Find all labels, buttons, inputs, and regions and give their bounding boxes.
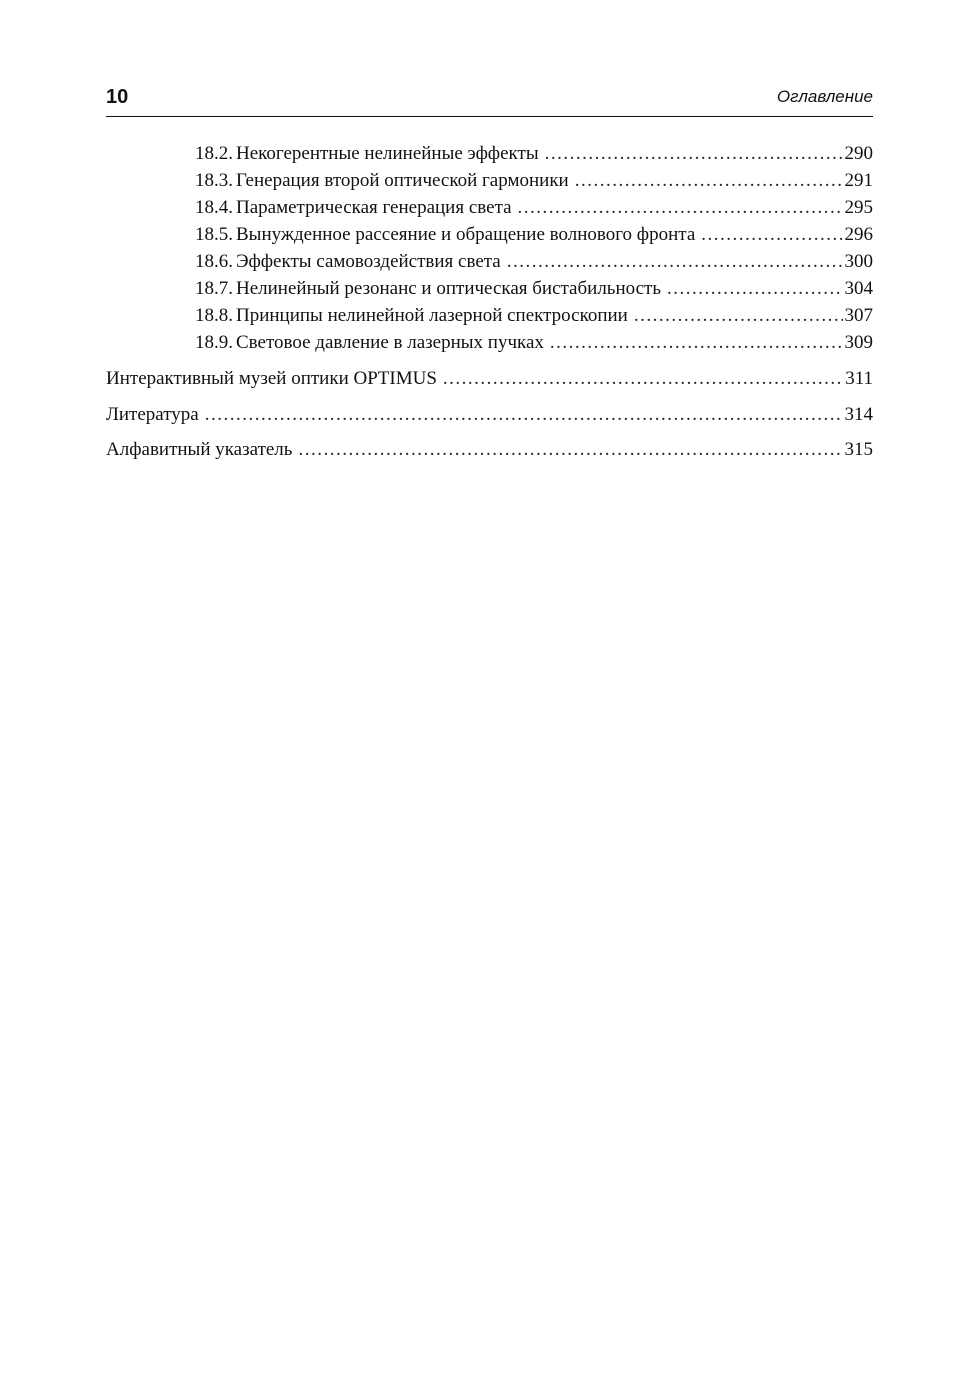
toc-entry-title: Некогерентные нелинейные эффекты <box>236 143 539 164</box>
header-rule <box>106 116 873 117</box>
toc-entry-page: 315 <box>844 439 873 460</box>
dot-leader <box>518 194 843 221</box>
toc-entry-18-7[interactable] <box>106 275 873 302</box>
toc-entry-18-4[interactable] <box>106 194 873 221</box>
toc-entry-18-6[interactable] <box>106 248 873 275</box>
toc-entry-title: Световое давление в лазерных пучках <box>236 332 544 353</box>
toc-entry-18-2[interactable] <box>106 140 873 167</box>
toc-entry-title: Нелинейный резонанс и оптическая бистабильность <box>236 278 662 299</box>
toc-entry-page: 300 <box>844 251 873 272</box>
toc-entry-number: 18.3. <box>195 170 233 191</box>
toc-entry-title: Интерактивный музей оптики OPTIMUS <box>106 368 437 389</box>
toc-entry-page: 311 <box>845 368 873 389</box>
toc-entry-title: Эффекты самовоздействия света <box>236 251 501 272</box>
page-number: 10 <box>106 86 129 108</box>
toc-entry-18-9[interactable] <box>106 329 873 356</box>
dot-leader <box>443 361 843 397</box>
toc-entry-number: 18.9. <box>195 332 233 353</box>
dot-leader <box>667 275 842 302</box>
dot-leader <box>634 302 843 329</box>
toc-entry-number: 18.4. <box>195 197 233 218</box>
dot-leader <box>205 397 843 433</box>
toc-entry-literature[interactable] <box>106 397 873 433</box>
toc-entry-page: 290 <box>844 143 873 164</box>
toc-entry-title: Алфавитный указатель <box>106 439 293 460</box>
toc-entry-page: 307 <box>844 305 873 326</box>
dot-leader <box>575 167 843 194</box>
toc-entry-page: 314 <box>844 403 873 425</box>
dot-leader <box>545 140 843 167</box>
toc-entry-page: 291 <box>844 170 873 191</box>
toc-entry-optimus-museum[interactable] <box>106 361 873 397</box>
toc-entry-page: 304 <box>844 278 873 299</box>
toc-entry-18-8[interactable] <box>106 302 873 329</box>
dot-leader <box>298 432 842 468</box>
toc-entry-index[interactable] <box>106 432 873 468</box>
toc-entry-number: 18.6. <box>195 251 233 272</box>
toc-entry-title: Литература <box>106 403 199 425</box>
toc-entry-18-5[interactable] <box>106 221 873 248</box>
toc-entry-number: 18.7. <box>195 278 233 299</box>
dot-leader <box>550 329 843 356</box>
toc-entry-number: 18.5. <box>195 224 233 245</box>
toc-entry-page: 309 <box>844 332 873 353</box>
toc-entry-title: Генерация второй оптической гармоники <box>236 170 569 191</box>
running-title: Оглавление <box>776 87 873 106</box>
table-of-contents <box>106 140 873 468</box>
toc-entry-page: 296 <box>844 224 873 245</box>
dot-leader <box>701 221 842 248</box>
toc-entry-number: 18.8. <box>195 305 233 326</box>
toc-entry-page: 295 <box>844 197 873 218</box>
dot-leader <box>507 248 843 275</box>
toc-entry-number: 18.2. <box>195 143 233 164</box>
toc-entry-title: Вынужденное рассеяние и обращение волнового фронта <box>236 224 696 245</box>
toc-entry-18-3[interactable] <box>106 167 873 194</box>
running-header <box>106 84 873 110</box>
toc-entry-title: Принципы нелинейной лазерной спектроскопии <box>236 305 628 326</box>
toc-entry-title: Параметрическая генерация света <box>236 197 512 218</box>
